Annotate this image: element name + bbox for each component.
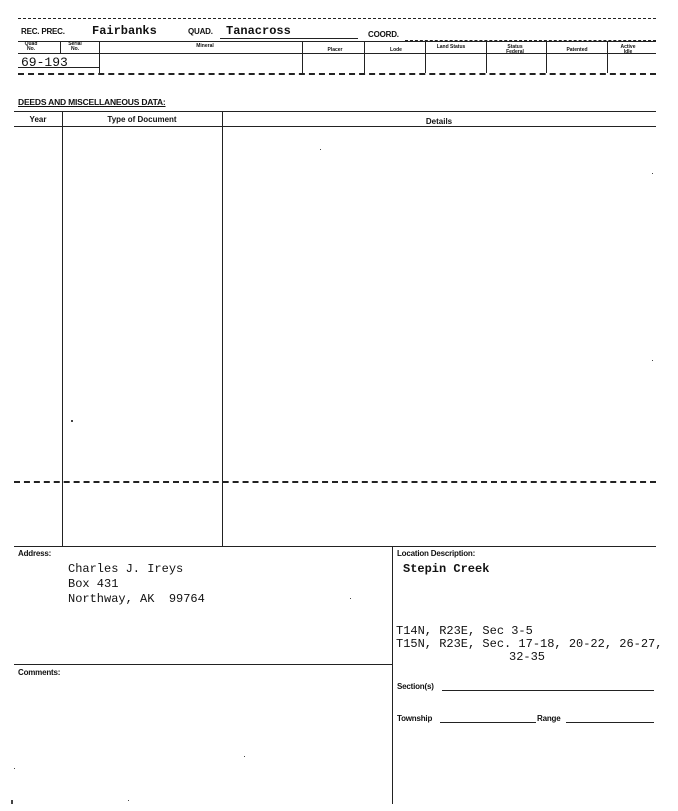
- speck: [14, 768, 15, 769]
- township-fill-line[interactable]: [440, 722, 536, 723]
- location-legal-2: T15N, R23E, Sec. 17-18, 20-22, 26-27,: [396, 637, 663, 651]
- col-land-status: Land Status: [436, 44, 466, 50]
- col-divider: [425, 41, 426, 73]
- col-lode: Lode: [390, 47, 402, 53]
- deeds-col-year: Year: [29, 115, 47, 124]
- comments-label: Comments:: [18, 668, 61, 677]
- col-patented: Patented: [566, 47, 588, 53]
- speck: [350, 598, 351, 599]
- deeds-dashed-separator: [14, 481, 656, 483]
- col-divider: [60, 41, 61, 53]
- address-line-2: Box 431: [68, 577, 119, 591]
- col-placer: Placer: [327, 47, 343, 53]
- col-header-bottom-line: [18, 53, 656, 54]
- record-row-bottom-dash: [18, 73, 656, 75]
- col-active-idle: Active Idle: [620, 44, 636, 55]
- top-border: [18, 18, 656, 19]
- quad-underline: [220, 38, 358, 39]
- col-divider: [364, 41, 365, 73]
- col-divider: [486, 41, 487, 73]
- sections-label: Section(s): [397, 682, 434, 691]
- quad-value: Tanacross: [226, 24, 291, 38]
- rec-prec-value: Fairbanks: [92, 24, 157, 38]
- deeds-table-top-line: [14, 111, 656, 112]
- quad-serial-value: 69-193: [21, 55, 68, 70]
- speck: [652, 360, 653, 361]
- range-fill-line[interactable]: [566, 722, 654, 723]
- location-label: Location Description:: [397, 549, 476, 558]
- address-top-line: [14, 546, 656, 547]
- coord-label: COORD.: [368, 30, 399, 39]
- deeds-col-type: Type of Document: [107, 115, 177, 124]
- location-legal-3: 32-35: [509, 650, 546, 664]
- col-serial-no: Serial No.: [68, 41, 82, 52]
- col-quad-no: Quad No.: [24, 41, 38, 52]
- speck: [11, 800, 13, 804]
- speck: [128, 800, 129, 801]
- record-row-mid-line: [18, 67, 100, 68]
- speck: [320, 149, 321, 150]
- col-divider: [607, 41, 608, 73]
- address-line-3: Northway, AK 99764: [68, 592, 205, 606]
- location-legal-1: T14N, R23E, Sec 3-5: [396, 624, 533, 638]
- speck: [652, 173, 653, 174]
- bottom-center-divider: [392, 546, 393, 804]
- speck: [71, 420, 73, 422]
- rec-prec-label: REC. PREC.: [21, 27, 65, 36]
- sections-fill-line[interactable]: [442, 690, 654, 691]
- col-mineral: Mineral: [196, 43, 214, 49]
- address-line-1: Charles J. Ireys: [68, 562, 184, 576]
- deeds-header-bottom-line: [14, 126, 656, 127]
- col-header-top-line: [18, 41, 656, 42]
- range-label: Range: [537, 714, 561, 723]
- col-divider: [99, 41, 100, 73]
- address-label: Address:: [18, 549, 52, 558]
- deeds-col-details: Details: [425, 117, 453, 126]
- deeds-section-title: DEEDS AND MISCELLANEOUS DATA:: [18, 97, 166, 107]
- township-label: Township: [397, 714, 433, 723]
- speck: [244, 756, 245, 757]
- location-name: Stepin Creek: [403, 562, 490, 576]
- col-divider: [302, 41, 303, 73]
- col-divider: [546, 41, 547, 73]
- comments-top-line: [14, 664, 392, 665]
- quad-label: QUAD.: [188, 27, 213, 36]
- col-status-federal: Status Federal: [506, 44, 524, 55]
